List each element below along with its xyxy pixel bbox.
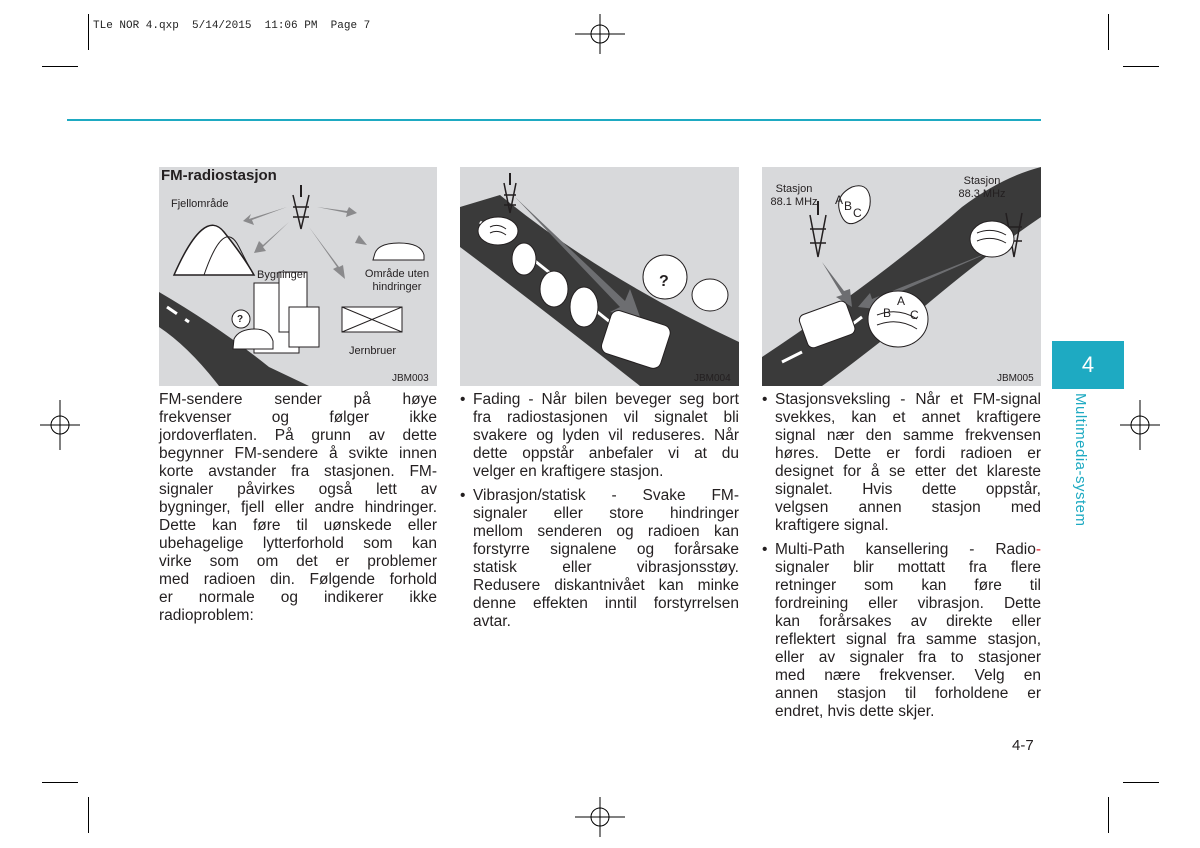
col1-paragraph xyxy=(159,391,437,625)
registration-mark-left-icon xyxy=(40,400,80,450)
figure-title: FM-radiostasjon xyxy=(161,167,277,184)
label-station-right xyxy=(954,175,1010,201)
question-mark: ? xyxy=(659,273,669,290)
figure-code: JBM005 xyxy=(997,373,1034,384)
text-line: virke som om det er problemer xyxy=(159,553,437,570)
text-line: signaler eller store hindringer xyxy=(473,505,739,522)
text-line: høres. Dette er fordi radioen er xyxy=(775,445,1041,462)
text-line: mellom senderen og radioen kan xyxy=(473,523,739,540)
figure-fm-radio-station xyxy=(159,167,437,386)
text-line: jordoverflaten. På grunn av dette xyxy=(159,427,437,444)
station-left-name: Stasjon xyxy=(775,183,813,195)
page-number: 4-7 xyxy=(1012,737,1034,754)
letter-a: A xyxy=(835,193,844,207)
chapter-tab: 4 xyxy=(1052,341,1124,389)
text-line: statisk eller vibrasjonsstøy. xyxy=(473,559,739,576)
text-line: fra radiostasjonen vil signalet bli xyxy=(473,409,739,426)
text-line: forstyrre signalene og forårsake xyxy=(473,541,739,558)
label-mountain: Fjellområde xyxy=(171,198,229,210)
text-line: Stasjonsveksling - Når et FM-signal xyxy=(775,391,1041,408)
text-line: annen stasjon til forholdene er xyxy=(775,685,1041,702)
letter-b: B xyxy=(844,199,853,213)
bullet-station-switching-text xyxy=(775,391,1041,535)
print-slug: TLe NOR 4.qxp 5/14/2015 11:06 PM Page 7 xyxy=(93,20,371,32)
bullet-dot: • xyxy=(460,391,466,408)
text-line: kraftigere signal. xyxy=(775,517,889,534)
section-side-label-text: Multimedia-system xyxy=(1072,393,1089,527)
text-line: er normale og indikerer ikke xyxy=(159,589,437,606)
header-rule xyxy=(67,119,1041,121)
text-line: FM-sendere sender på høye xyxy=(159,391,437,408)
text-line: velgsen annen stasjon med xyxy=(775,499,1041,516)
text-line: denne effekten inntil forstyrrelsen xyxy=(473,595,739,612)
multipath-rest xyxy=(775,559,1041,721)
label-open-area xyxy=(361,268,433,294)
text-line: ubehagelige lytterforhold som kan xyxy=(159,535,437,552)
label-station-left xyxy=(766,183,822,209)
section-side-label xyxy=(1069,393,1089,533)
text-line: Fading - Når bilen beveger seg bort xyxy=(473,391,739,408)
label-open-area-line1: Område uten xyxy=(364,268,430,280)
figure-code: JBM003 xyxy=(392,373,429,384)
bullet-dot: • xyxy=(762,541,768,558)
text-line: svekkes, kan et annet kraftigere xyxy=(775,409,1041,426)
text-line: frekvenser og følger ikke xyxy=(159,409,437,426)
bullet-vibration xyxy=(460,487,739,631)
hyphen-mark: - xyxy=(1035,541,1041,558)
label-open-area-line2: hindringer xyxy=(372,281,422,293)
text-line: signalet. Hvis dette oppstår, xyxy=(775,481,1041,498)
registration-mark-right-icon xyxy=(1120,400,1160,450)
text-line: fordreining eller vibrasjon. Dette xyxy=(775,595,1041,612)
text-line: avtar. xyxy=(473,613,511,630)
text-line: signaler påvirkes også lett av xyxy=(159,481,437,498)
text-line: med radioen din. Følgende forhold xyxy=(159,571,437,588)
body-column-1 xyxy=(159,391,437,625)
text-line: designet for å se etter det klareste xyxy=(775,463,1041,480)
text-line: begynner FM-sendere å svikte innen xyxy=(159,445,437,462)
text-line: radioproblem: xyxy=(159,607,254,624)
text-line: svakere og lyden vil reduseres. Når xyxy=(473,427,739,444)
text-line: korte avstander fra stasjonen. FM- xyxy=(159,463,437,480)
text-line: Redusere diskantnivået kan minke xyxy=(473,577,739,594)
station-right-name: Stasjon xyxy=(963,175,1001,187)
text-line: signaler blir mottatt fra flere xyxy=(775,559,1041,576)
bullet-dot: • xyxy=(460,487,466,504)
text-line: bygninger, fjell eller andre hindringer. xyxy=(159,499,437,516)
bullet-vibration-text xyxy=(473,487,739,631)
question-mark: ? xyxy=(237,314,244,325)
text-line: endret, hvis dette skjer. xyxy=(775,703,935,720)
text-line: reflektert signal fra samme stasjon, xyxy=(775,631,1041,648)
registration-mark-bottom-icon xyxy=(575,797,625,837)
letter-a-2: A xyxy=(897,294,906,308)
text-line: eller av signaler fra to stasjoner xyxy=(775,649,1041,666)
text-line: Dette kan føre til uønskede eller xyxy=(159,517,437,534)
bullet-fading-text xyxy=(473,391,739,481)
multipath-first-text: Multi-Path kansellering - Radio xyxy=(775,541,1036,558)
multipath-first-line xyxy=(775,541,1041,559)
bullet-multipath xyxy=(762,541,1041,721)
text-line: Vibrasjon/statisk - Svake FM- xyxy=(473,487,739,504)
label-buildings: Bygninger xyxy=(257,269,307,281)
bullet-multipath-text xyxy=(775,541,1041,721)
registration-mark-top-icon xyxy=(575,14,625,54)
label-bridge: Jernbruer xyxy=(349,345,397,357)
station-left-freq: 88.1 MHz xyxy=(770,196,818,208)
text-line: dette oppstår anbefaler vi at du xyxy=(473,445,739,462)
bullet-dot: • xyxy=(762,391,768,408)
text-line: velger en kraftigere stasjon. xyxy=(473,463,664,480)
fading-illustration-icon xyxy=(460,167,739,386)
body-column-3 xyxy=(762,391,1041,727)
body-column-2 xyxy=(460,391,739,637)
text-line: signal nær den samme frekvensen xyxy=(775,427,1041,444)
figure-fading xyxy=(460,167,739,386)
text-line: kan forårsakes av direkte eller xyxy=(775,613,1041,630)
text-line: med nære frekvenser. Velg en xyxy=(775,667,1041,684)
bullet-fading xyxy=(460,391,739,481)
figure-code: JBM004 xyxy=(694,373,731,384)
letter-c: C xyxy=(853,206,862,220)
figure-station-switching xyxy=(762,167,1041,386)
bullet-station-switching xyxy=(762,391,1041,535)
text-line: retninger som kan føre til xyxy=(775,577,1041,594)
station-right-freq: 88.3 MHz xyxy=(958,188,1006,200)
letter-c-2: C xyxy=(910,308,919,322)
letter-b-2: B xyxy=(883,306,892,320)
